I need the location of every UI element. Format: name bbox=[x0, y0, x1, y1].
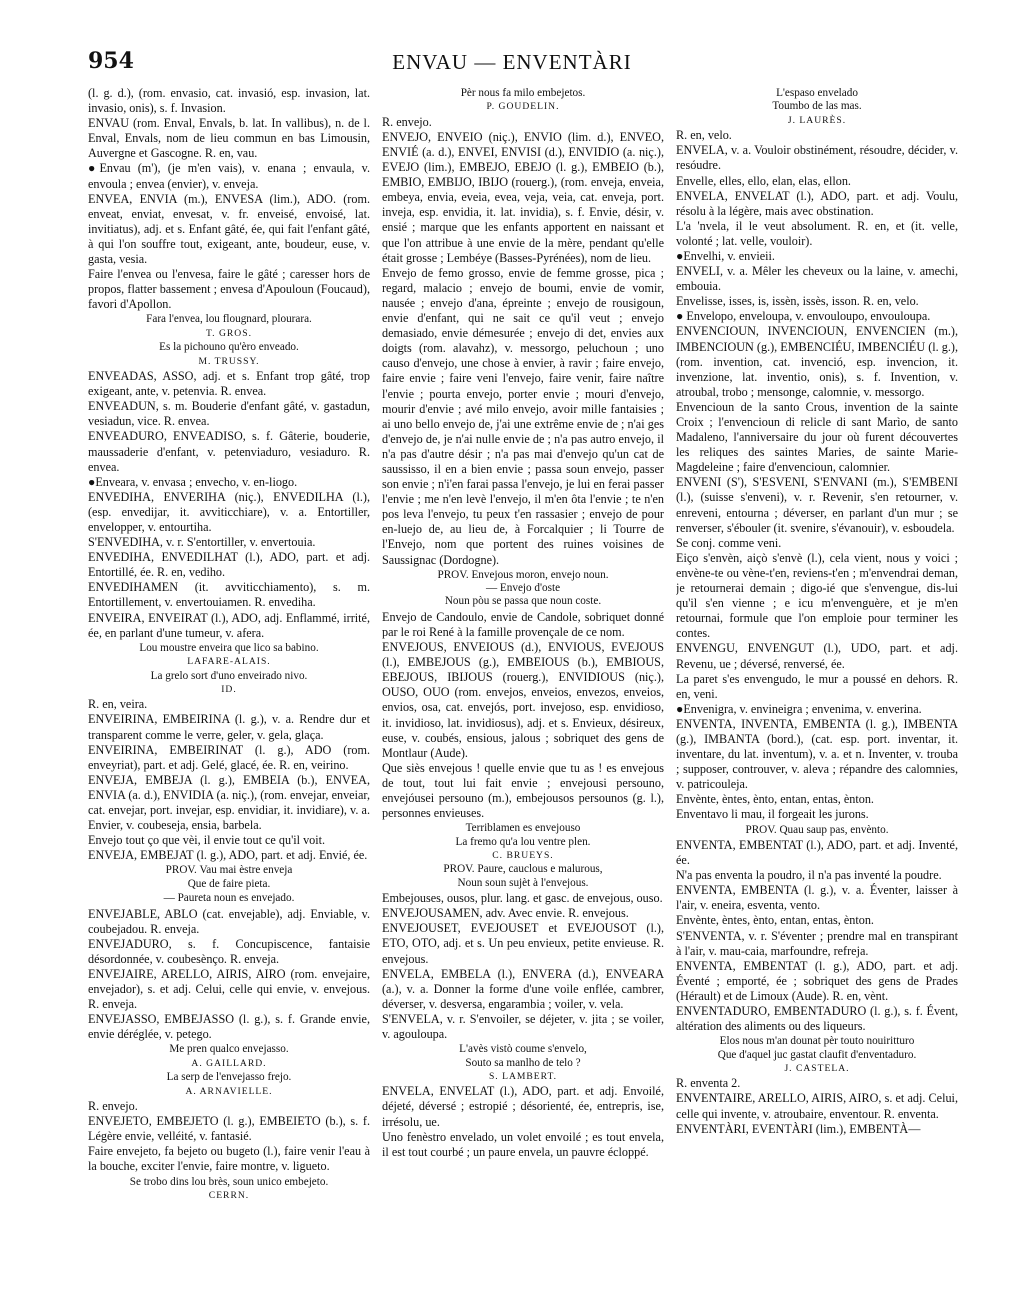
verse-quote bbox=[88, 864, 370, 891]
verse-line: PROV. Envejous moron, envejo noun. bbox=[437, 568, 609, 581]
verse-quote bbox=[88, 1071, 370, 1098]
dictionary-entry: S'ENVEDIHA, v. r. S'entortiller, v. envertouia. bbox=[88, 535, 316, 550]
dictionary-entry: ENVEDIHAMEN (it. avviticchiamento), s. m. Entortillement, v. envertouiamen. R. envediha. bbox=[88, 580, 370, 610]
verse-line: La serp de l'envejasso frejo. bbox=[166, 1071, 292, 1084]
dictionary-entry: Envejo tout ço que vèi, il envie tout ce qu'il voit. bbox=[88, 833, 326, 848]
verse-quote bbox=[88, 1043, 370, 1070]
verse-line: Me pren qualco envejasso. bbox=[169, 1043, 289, 1056]
verse-line: Noun soun sujèt à l'envejous. bbox=[457, 876, 589, 889]
dictionary-entry: ENVEA, ENVIA (m.), ENVESA (lim.), ADO. (rom. enveat, enviat, envesat, v. fr. enveisé, envoisé, lat. invitiatus), adj. et s. Enfant gâté, ée, qui fait l'enfant gâté, à qui l'on souffre tout, exigeant, ante, boudeur, euse, v. gasta, vesia. bbox=[88, 191, 370, 267]
dictionary-entry: R. en, velo. bbox=[676, 128, 732, 143]
verse-line: L'avès vistò coume s'envelo, bbox=[459, 1043, 587, 1056]
dictionary-entry: ENVEJETO, EMBEJETO (l. g.), EMBEIETO (b.), s. f. Légère envie, velléité, v. fantasié. bbox=[88, 1114, 370, 1144]
verse-line: PROV. Paure, cauclous e malurous, bbox=[443, 863, 603, 876]
running-title: ENVAU — ENVENTÀRI bbox=[392, 50, 632, 74]
dictionary-entry: R. envejo. bbox=[88, 1099, 138, 1114]
dictionary-entry: ENVEJOUSAMEN, adv. Avec envie. R. envejous. bbox=[382, 906, 629, 921]
dictionary-entry: ENVELI, v. a. Mêler les cheveux ou la laine, v. amechi, embouia. bbox=[676, 264, 958, 294]
dictionary-entry: ENVEIRA, ENVEIRAT (l.), ADO, adj. Enflammé, irrité, ée, en parlant d'une tumeur, v. afera. bbox=[88, 610, 370, 640]
dictionary-entry: Se conj. comme veni. bbox=[676, 535, 782, 550]
verse-quote bbox=[88, 670, 370, 697]
verse-quote bbox=[382, 863, 664, 890]
verse-line: Elos nous m'an dounat pèr touto nouiritturo bbox=[719, 1035, 915, 1048]
dictionary-entry: ENVENI (S'), S'ESVENI, S'ENVANI (m.), S'EMBENI (l.), (suisse s'enveni), v. r. Revenir, s'en retourner, v. enreveni, entourna ; déverser, en parlant d'un mur ; se renverser, s'ébouler (it. svenire, s'évanouir), v. esboudela. bbox=[676, 475, 958, 535]
verse-line: PROV. Quau saup pas, envènto. bbox=[745, 823, 889, 836]
verse-line: Que d'aquel juc gastat claufit d'enventaduro. bbox=[717, 1048, 917, 1061]
verse-quote bbox=[382, 1043, 664, 1083]
verse-line: Pèr nous fa milo embejetos. bbox=[460, 87, 586, 99]
dictionary-entry: Faire l'envea ou l'envesa, faire le gâté ; caresser hors de propos, flatter bassement ; envesa d'Apouloun (Foucaud), favori d'Apollon. bbox=[88, 267, 370, 312]
dictionary-entry: S'ENVENTA, v. r. S'éventer ; prendre mal en transpirant à l'air, v. mau-caia, marfoundre, refreja. bbox=[676, 928, 958, 958]
dictionary-entry: ENVEJO, ENVEIO (niç.), ENVIO (lim. d.), ENVEO, ENVIÉ (a. d.), ENVEI, ENVISI (d.), ENVIDIO (a. niç.), EVEJO (lim.), EMBEJO, EBEJO (l. g.), EMBEIO (b.), EMBIO, EMBIJO, IBIJO (rouerg.), (rom. enveja, enveia, embeya, envia, eveia, evea, veja, veia, cat. enveja, port. inveja, esp. envidia, it. lat. invidia), s. f. Envie, désir, v. ensié ; marque que les enfants apportent en naissant et que l'on attribue à une envie de la mère, pendant qu'elle était grosse ; Lembéye (Basses-Pyrénées), nom de lieu. bbox=[382, 129, 664, 265]
verse-line: PROV. Vau mai èstre enveja bbox=[165, 864, 293, 877]
dictionary-entry: R. en, veira. bbox=[88, 697, 148, 712]
verse-quote bbox=[88, 313, 370, 340]
dictionary-entry: Uno fenèstro envelado, un volet envoilé ; es tout envela, il est tout courbé ; un paure envela, un pauvre écloppé. bbox=[382, 1129, 664, 1159]
dictionary-entry: ENVENTA, INVENTA, EMBENTA (l. g.), IMBENTA (g.), IMBANTA (bord.), (cat. esp. port. inventar, it. inventare, du lat. inventum), v. a. et n. Inventer, v. trouba ; supposer, controuver, v. aleva ; répandre des calomnies, v. patricouleja. bbox=[676, 716, 958, 792]
dictionary-entry: R. enventa 2. bbox=[676, 1076, 741, 1091]
dictionary-entry: Que siès envejous ! quelle envie que tu as ! es envejous de tout, tout lui fait envie ; envejousi persouno, envejóusei persouno (m.), embejousos persounos (g. l.), personnes envieuses. bbox=[382, 760, 664, 821]
verse-line: Se trobo dins lou brès, soun unico embejeto. bbox=[129, 1175, 329, 1188]
column-3 bbox=[676, 86, 958, 1256]
verse-quote bbox=[88, 341, 370, 368]
dictionary-entry: ●Envenigra, v. envineigra ; envenima, v. enverina. bbox=[676, 701, 922, 716]
verse-author: A. ARNAVIELLE. bbox=[185, 1085, 273, 1097]
dictionary-entry: ENVEJA, EMBEJA (l. g.), EMBEIA (b.), ENVEA, ENVIA (a. d.), ENVIDIA (a. niç.), (rom. envejar, enveiar, cat. envejar, port. invejar, esp. envidiar, it. invidiare), v. a. Envier, v. coubeseja, ensia, barbela. bbox=[88, 772, 370, 833]
dictionary-entry: ●Envelhi, v. envieii. bbox=[676, 248, 775, 263]
verse-line: — Envejo d'oste bbox=[485, 582, 561, 595]
verse-line: Souto sa manlho de telo ? bbox=[465, 1056, 581, 1069]
dictionary-entry: ENVENTA, EMBENTAT (l. g.), ADO, part. et adj. Éventé ; emporté, ée ; sobriquet des gens de Prades (Hérault) et de Limoux (Aude). R. en, vènt. bbox=[676, 958, 958, 1003]
dictionary-entry: Enventavo li mau, il forgeait les jurons. bbox=[676, 807, 869, 822]
verse-quote bbox=[676, 1035, 958, 1075]
dictionary-entry: ENVENTA, EMBENTA (l. g.), v. a. Éventer, laisser à l'air, v. eneira, esventa, vento. bbox=[676, 883, 958, 913]
dictionary-entry: ENVELA, ENVELAT (l.), ADO, part. et adj. Voulu, résolu à la légère, mais avec obstination. bbox=[676, 188, 958, 218]
dictionary-entry: ENVEJOUSET, EVEJOUSET et EVEJOUSOT (l.), ETO, OTO, adj. et s. Un peu envieux, petite envieuse. R. envejous. bbox=[382, 921, 664, 966]
dictionary-entry: R. envejo. bbox=[382, 114, 432, 129]
dictionary-entry: ENVEJAIRE, ARELLO, AIRIS, AIRO (rom. envejaire, envejador), s. et adj. Celui, celle qui envie, v. envejous. R. enveja. bbox=[88, 966, 370, 1012]
dictionary-entry: ENVELA, ENVELAT (l.), ADO, part. et adj. Envoilé, déjeté, déversé ; estropié ; désorienté, ée, entrepris, ise, irrésolu, ue. bbox=[382, 1084, 664, 1129]
dictionary-entry: Eiço s'envèn, aiçò s'envè (l.), cela vient, nous y voici ; envène-te ou vène-t'en, reviens-t'en ; m'envendrai deman, je retournerai demain ; digo-ié que s'envengue, dis-lui qu'il s'en vienne ; e icu m'envenguère, et je m'en retournai, formule que l'on emploie pour terminer les contes. bbox=[676, 550, 958, 641]
dictionary-entry: ENVENCIOUN, INVENCIOUN, ENVENCIEN (m.), IMBENCIOUN (g.), EMBENCIÉU, IMBENCIÉU (l. g.), (rom. invention, cat. invenció, esp. invencion, it. invenzione, lat. inventio, onis), s. f. Invention, v. atroubal, trobo ; mensonge, calomnie, v. messorgo. bbox=[676, 324, 958, 399]
dictionary-entry: ●Enveara, v. envasa ; envecho, v. en-liogo. bbox=[88, 474, 298, 489]
dictionary-entry: La paret s'es envengudo, le mur a poussé en dehors. R. en, veni. bbox=[676, 671, 958, 701]
dictionary-entry: ENVEJA, EMBEJAT (l. g.), ADO, part. et adj. Envié, ée. bbox=[88, 848, 368, 863]
verse-quote bbox=[676, 824, 958, 837]
dictionary-entry: Envènte, èntes, ènto, entan, entas, ènton. bbox=[676, 913, 874, 928]
verse-author: M. TRUSSY. bbox=[198, 355, 260, 367]
dictionary-entry: ENVENTADURO, EMBENTADURO (l. g.), s. f. Évent, altération des aliments ou des liqueurs. bbox=[676, 1003, 958, 1034]
verse-line: Fara l'envea, lou flougnard, plourara. bbox=[146, 313, 312, 326]
verse-quote bbox=[382, 87, 664, 114]
verse-line: La fremo qu'a lou ventre plen. bbox=[455, 835, 591, 848]
verse-author: A. GAILLARD. bbox=[191, 1057, 267, 1069]
dictionary-entry: (l. g. d.), (rom. envasio, cat. invasió, esp. invasion, lat. invasio, onis), s. f. Invasion. bbox=[88, 86, 370, 116]
verse-author: ID. bbox=[221, 683, 237, 695]
dictionary-entry: ENVELA, EMBELA (l.), ENVERA (d.), ENVEARA (a.), v. a. Donner la forme d'une voile enflée, cambrer, déverser, v. desversa, engarambia ; voiler, v. vela. bbox=[382, 966, 664, 1011]
dictionary-entry: Envejo de femo grosso, envie de femme grosse, pica ; regard, malacio ; envejo de boumi, envie de vomir, nausée ; envejo d'ana, épreinte ; envejo de rousigoun, envie d'enfant, qui ne sait ce qu'il veut ; envejo demasiado, envie démesurée ; envejo di det, envies aux doigts (rom. alavahz), v. messorgo, peluchoun ; uno causo d'envejo, une chose à envier, à ravir ; faire envejo, faire envie ; faire veni l'envejo, faire venir, faire naître l'envie ; pourta envejo, porter envie ; mouri d'envejo, mourir d'envie ; avé milo envejo, avoir mille fantaisies ; ai uno bello envejo de, j'ai une extrême envie de ; n'ai ges d'envejo de, je n'ai nulle envie de ; n'a pas autro envejo, il n'a pas d'autre désir ; n'a pas mai d'envejo qu'un cat de saussisso, il en a bien envie ; passa soun envejo, passer son envie ; n'i'en farai passa l'envejo, je lui en ferai passer l'envie ; me n'en levè l'envejo, il m'en ôta l'envie ; te n'en pos leva l'envejo, tu peux t'en rassasier ; envejo de pour en-luejo de, au lieu de, à Forcalquier ; li Tourre de l'Envejo, nom que portent des ruines voisines de Saussignac (Dordogne). bbox=[382, 265, 664, 567]
dictionary-entry: ENVEIRINA, EMBEIRINA (l. g.), v. a. Rendre dur et transparent comme le verre, geler, v. gela, glaça. bbox=[88, 712, 370, 742]
dictionary-entry: Envelisse, isses, is, issèn, issès, isson. R. en, velo. bbox=[676, 294, 919, 309]
verse-author: J. LAURÈS. bbox=[787, 114, 847, 126]
dictionary-entry: ENVEJADURO, s. f. Concupiscence, fantaisie désordonnée, v. coubesènço. R. enveja. bbox=[88, 936, 370, 966]
dictionary-entry: ENVENTÀRI, EVENTÀRI (lim.), EMBENTÀ— bbox=[676, 1121, 921, 1136]
verse-quote bbox=[88, 1176, 370, 1203]
dictionary-columns bbox=[88, 86, 958, 1256]
verse-author: J. CASTELA. bbox=[784, 1062, 850, 1074]
dictionary-entry: ● Envelopo, enveloupa, v. envouloupo, envouloupa. bbox=[676, 309, 931, 324]
verse-quote bbox=[382, 822, 664, 862]
verse-author: LAFARE-ALAIS. bbox=[187, 656, 271, 668]
verse-line: Terriblamen es envejouso bbox=[465, 822, 581, 835]
dictionary-entry: ENVENTA, EMBENTAT (l.), ADO, part. et adj. Inventé, ée. bbox=[676, 837, 958, 868]
dictionary-entry: ENVEJOUS, ENVEIOUS (d.), ENVIOUS, EVEJOUS (l.), EMBEJOUS (g.), EMBEIOUS (b.), EMBIOUS, EBEJOUS, IBIJOUS (rouerg.), ENVIDIOUS (niç.), OUSO, OUO (rom. envejos, enveios, envezos, enveios, envios, osa, cat. envejós, port. invejoso, esp. envidioso, it. invidioso, lat. invidiosus), adj. et s. Envieux, désireux, euse, v. coubés, ensious, jalous ; sobriquet des gens de Montlaur (Aude). bbox=[382, 640, 664, 760]
verse-line: Que de faire pieta. bbox=[187, 877, 271, 890]
dictionary-entry: ENVEJABLE, ABLO (cat. envejable), adj. Enviable, v. coubejadou. R. enveja. bbox=[88, 906, 370, 936]
dictionary-entry: ENVEADUN, s. m. Bouderie d'enfant gâté, v. gastadun, vesiadun, vice. R. envea. bbox=[88, 399, 370, 429]
dictionary-entry: Envencioun de la santo Crous, invention de la sainte Croix ; l'envencioun di relicle di sant Marìo, de santo Madaleno, l'anniversaire du jour où furent découvertes les reliques des saintes Maries, de sainte Marie-Magdeleine ; faire d'envencioun, calomnier. bbox=[676, 399, 958, 475]
dictionary-entry: ENVELA, v. a. Vouloir obstinément, résoudre, décider, v. resóudre. bbox=[676, 143, 958, 173]
dictionary-entry: ENVENGU, ENVENGUT (l.), UDO, part. et adj. Revenu, ue ; déversé, renversé, ée. bbox=[676, 641, 958, 671]
verse-quote bbox=[88, 642, 370, 669]
verse-quote bbox=[88, 892, 370, 905]
verse-author: P. GOUDELIN. bbox=[486, 101, 560, 113]
dictionary-entry: Faire envejeto, fa bejeto ou bugeto (l.), faire venir l'eau à la bouche, exciter l'envie, faire montre, v. ligueto. bbox=[88, 1144, 370, 1174]
dictionary-entry: Envènte, èntes, ènto, entan, entas, ènton. bbox=[676, 792, 874, 807]
dictionary-entry: S'ENVELA, v. r. S'envoiler, se déjeter, v. jita ; se voiler, v. agouloupa. bbox=[382, 1011, 664, 1042]
dictionary-entry: ENVEADURO, ENVEADISO, s. f. Gâterie, bouderie, maussaderie d'enfant, v. petenviaduro, vesiaduro. R. envea. bbox=[88, 429, 370, 474]
verse-author: S. LAMBERT. bbox=[488, 1070, 558, 1082]
dictionary-entry: Envelle, elles, ello, elan, elas, ellon. bbox=[676, 173, 851, 188]
column-2 bbox=[382, 86, 664, 1256]
dictionary-entry: ENVEADAS, ASSO, adj. et s. Enfant trop gâté, trop exigeant, ante, v. petenvia. R. envea. bbox=[88, 369, 370, 399]
dictionary-entry: ENVEJASSO, EMBEJASSO (l. g.), s. f. Grande envie, envie déréglée, v. petego. bbox=[88, 1012, 370, 1042]
dictionary-entry: Envejo de Candoulo, envie de Candole, sobriquet donné par le roi René à la famille provençale de ce nom. bbox=[382, 609, 664, 639]
dictionary-entry: Embejouses, ousos, plur. lang. et gasc. de envejous, ouso. bbox=[382, 891, 663, 906]
verse-quote bbox=[676, 87, 958, 127]
dictionary-entry: ENVEDIHA, ENVEDILHAT (l.), ADO, part. et adj. Entortillé, ée. R. en, vediho. bbox=[88, 550, 370, 580]
dictionary-entry: N'a pas enventa la poudro, il n'a pas inventé la poudre. bbox=[676, 868, 942, 883]
column-1 bbox=[88, 86, 370, 1256]
verse-line: L'espaso envelado bbox=[776, 87, 858, 99]
verse-author: CERRN. bbox=[208, 1189, 250, 1201]
verse-line: Es la pichouno qu'èro enveado. bbox=[159, 341, 299, 354]
verse-author: T. GROS. bbox=[206, 327, 252, 339]
verse-line: La grelo sort d'uno enveirado nivo. bbox=[150, 669, 308, 682]
dictionary-entry: ENVEDIHA, ENVERIHA (niç.), ENVEDILHA (l.), (esp. envedijar, it. avviticchiare), v. a. Entortiller, envelopper, v. entourtiha. bbox=[88, 489, 370, 534]
page-number: 954 bbox=[88, 48, 134, 74]
dictionary-entry: ●Envau (m'), (je m'en vais), v. enana ; envaula, v. envoula ; envea (envier), v. enveja. bbox=[88, 161, 370, 191]
verse-line: Noun pòu se passa que noun coste. bbox=[444, 595, 602, 608]
verse-author: C. BRUEYS. bbox=[492, 849, 554, 861]
verse-line: Lou moustre enveira que lico sa babino. bbox=[139, 641, 319, 654]
verse-quote bbox=[382, 569, 664, 609]
dictionary-entry: ENVEIRINA, EMBEIRINAT (l. g.), ADO (rom. enveyriat), part. et adj. Gelé, glacé, ée. R. en, veirino. bbox=[88, 742, 370, 772]
dictionary-entry: L'a 'nvela, il le veut absolument. R. en, et (it. velle, volonté ; lat. velle, vouloir). bbox=[676, 218, 958, 248]
dictionary-entry: ENVENTAIRE, ARELLO, AIRIS, AIRO, s. et adj. Celui, celle qui invente, v. atroubaire, enventour. R. enventa. bbox=[676, 1091, 958, 1121]
verse-line: — Paureta noun es envejado. bbox=[163, 892, 295, 905]
verse-line: Toumbo de las mas. bbox=[772, 100, 862, 113]
dictionary-entry: ENVAU (rom. Enval, Envals, b. lat. In vallibus), n. de l. Enval, Envals, nom de lieu commun en bas Limousin, Auvergne et Gascogne. R. en, vau. bbox=[88, 116, 370, 161]
